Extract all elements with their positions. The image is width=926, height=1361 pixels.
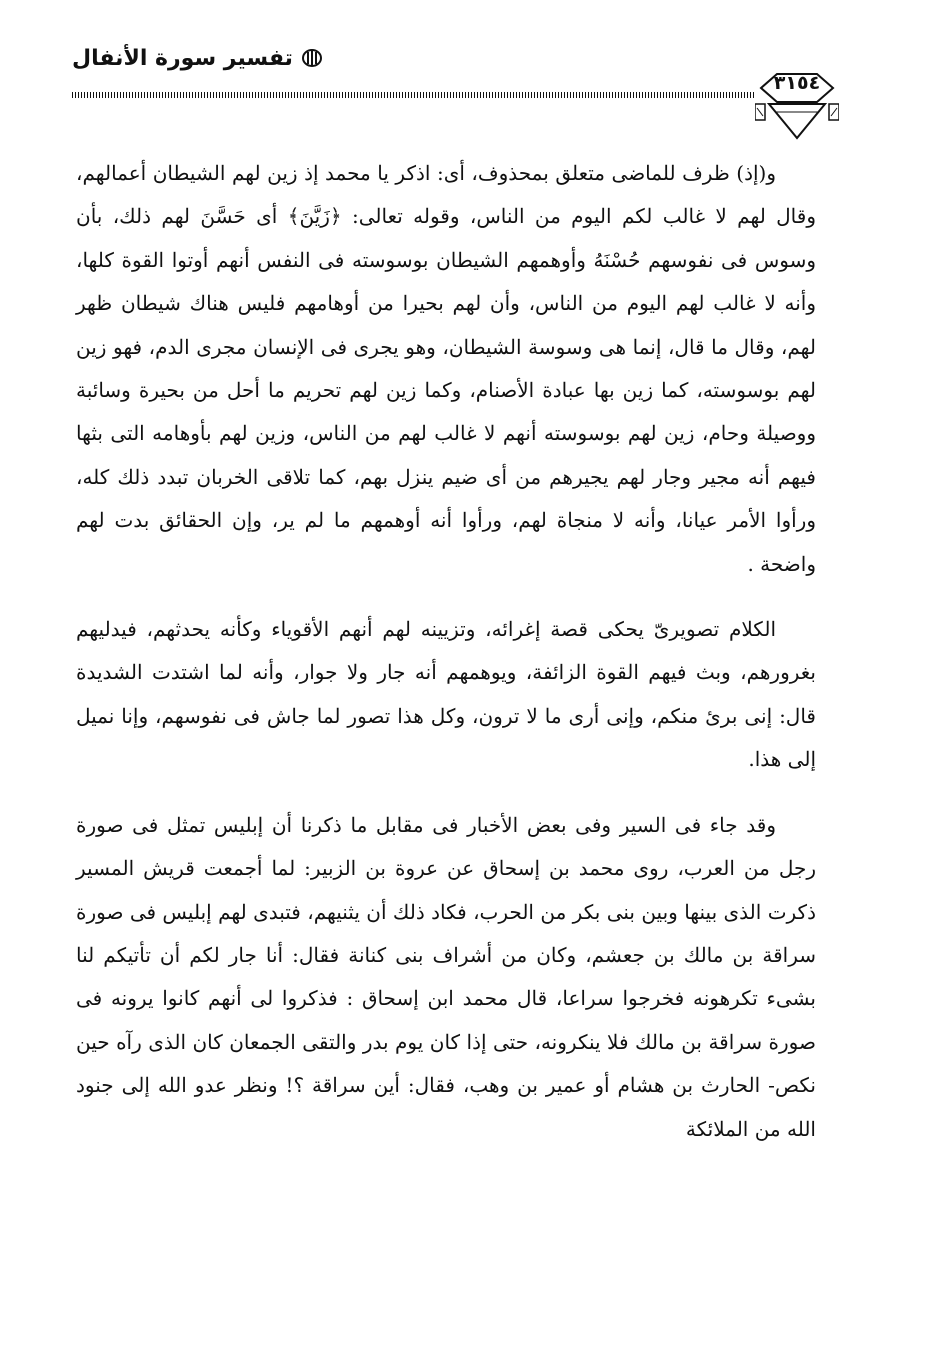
surah-title: تفسير سورة الأنفال (72, 45, 293, 71)
page-number: ٣١٥٤ (773, 72, 821, 94)
ornament-icon (301, 47, 323, 69)
paragraph: وقد جاء فى السير وفى بعض الأخبار فى مقابل ما ذكرنا أن إبليس تمثل فى صورة رجل من العرب، روى محمد بن إسحاق عن عروة بن الزبير: لما أجمعت قريش المسير ذكرت الذى بينها وبين بنى بكر من الحرب، فكاد ذلك أن يثنيهم، فتبدى لهم إبليس فى صورة سراقة بن مالك بن جعشم، وكان من أشراف بنى كنانة فقال: أنا جار لكم أن تأتيكم لنا بشىء تكرهونه فخرجوا سراعا، قال محمد ابن إسحاق : فذكروا لى أنهم كانوا يرونه فى صورة سراقة بن مالك فلا ينكرونه، حتى إذا كان يوم بدر والتقى الجمعان كان الذى رآه حين نكص- الحارث بن هشام أو عمير بن وهب، فقال: أين سراقة ؟! ونظر عدو الله إلى جنود الله من الملائكة (76, 812, 816, 1141)
body-text (76, 152, 816, 1151)
paragraph: الكلام تصويرىّ يحكى قصة إغرائه، وتزيينه لهم أنهم الأقوياء وكأنه يحدثهم، فيدليهم بغرورهم، وبث فيهم القوة الزائفة، ويوهمهم أنه جار ولا جوار، وأنه لما اشتدت الشديدة قال: إنى برئ منكم، وإنى أرى ما لا ترون، وكل هذا تصور لما جاش فى نفوسهم، وإنا نميل إلى هذا. (76, 617, 816, 772)
paragraph: و(إذ) ظرف للماضى متعلق بمحذوف، أى: اذكر يا محمد إذ زين لهم الشيطان أعمالهم، وقال لهم لا غالب لكم اليوم من الناس، وقوله تعالى: ﴿زَيَّنَ﴾ أى حَسَّنَ لهم ذلك، بأن وسوس فى نفوسهم حُسْنَهُ وأوهمهم الشيطان بوسوسته فى النفس أنهم أوتوا القوة كلها، وأنه لا غالب لهم اليوم من الناس، وأن لهم بحيرا من أوهامهم فليس هناك شيطان ظهر لهم، وقال ما قال، إنما هى وسوسة الشيطان، وهو يجرى فى الإنسان مجرى الدم، فهو زين لهم بوسوسته، كما زين بها عبادة الأصنام، وكما زين لهم تحريم ما أحل من بحيرة وسائبة ووصيلة وحام، زين لهم بوسوسته أنهم لا غالب لهم من الناس، وزين لهم بأوهامه التى بثها فيهم أنه مجير وجار لهم يجيرهم من أى ضيم ينزل بهم، كما تلاقى الخربان تبدد ذلك كله، ورأوا الأمر عيانا، وأنه لا منجاة لهم، ورأوا أنه أوهمهم ما لم ير، وإن الحقائق بدت لهم واضحة . (76, 161, 816, 576)
page-number-badge (755, 60, 839, 144)
running-header (72, 38, 323, 78)
header-rule (72, 92, 755, 98)
